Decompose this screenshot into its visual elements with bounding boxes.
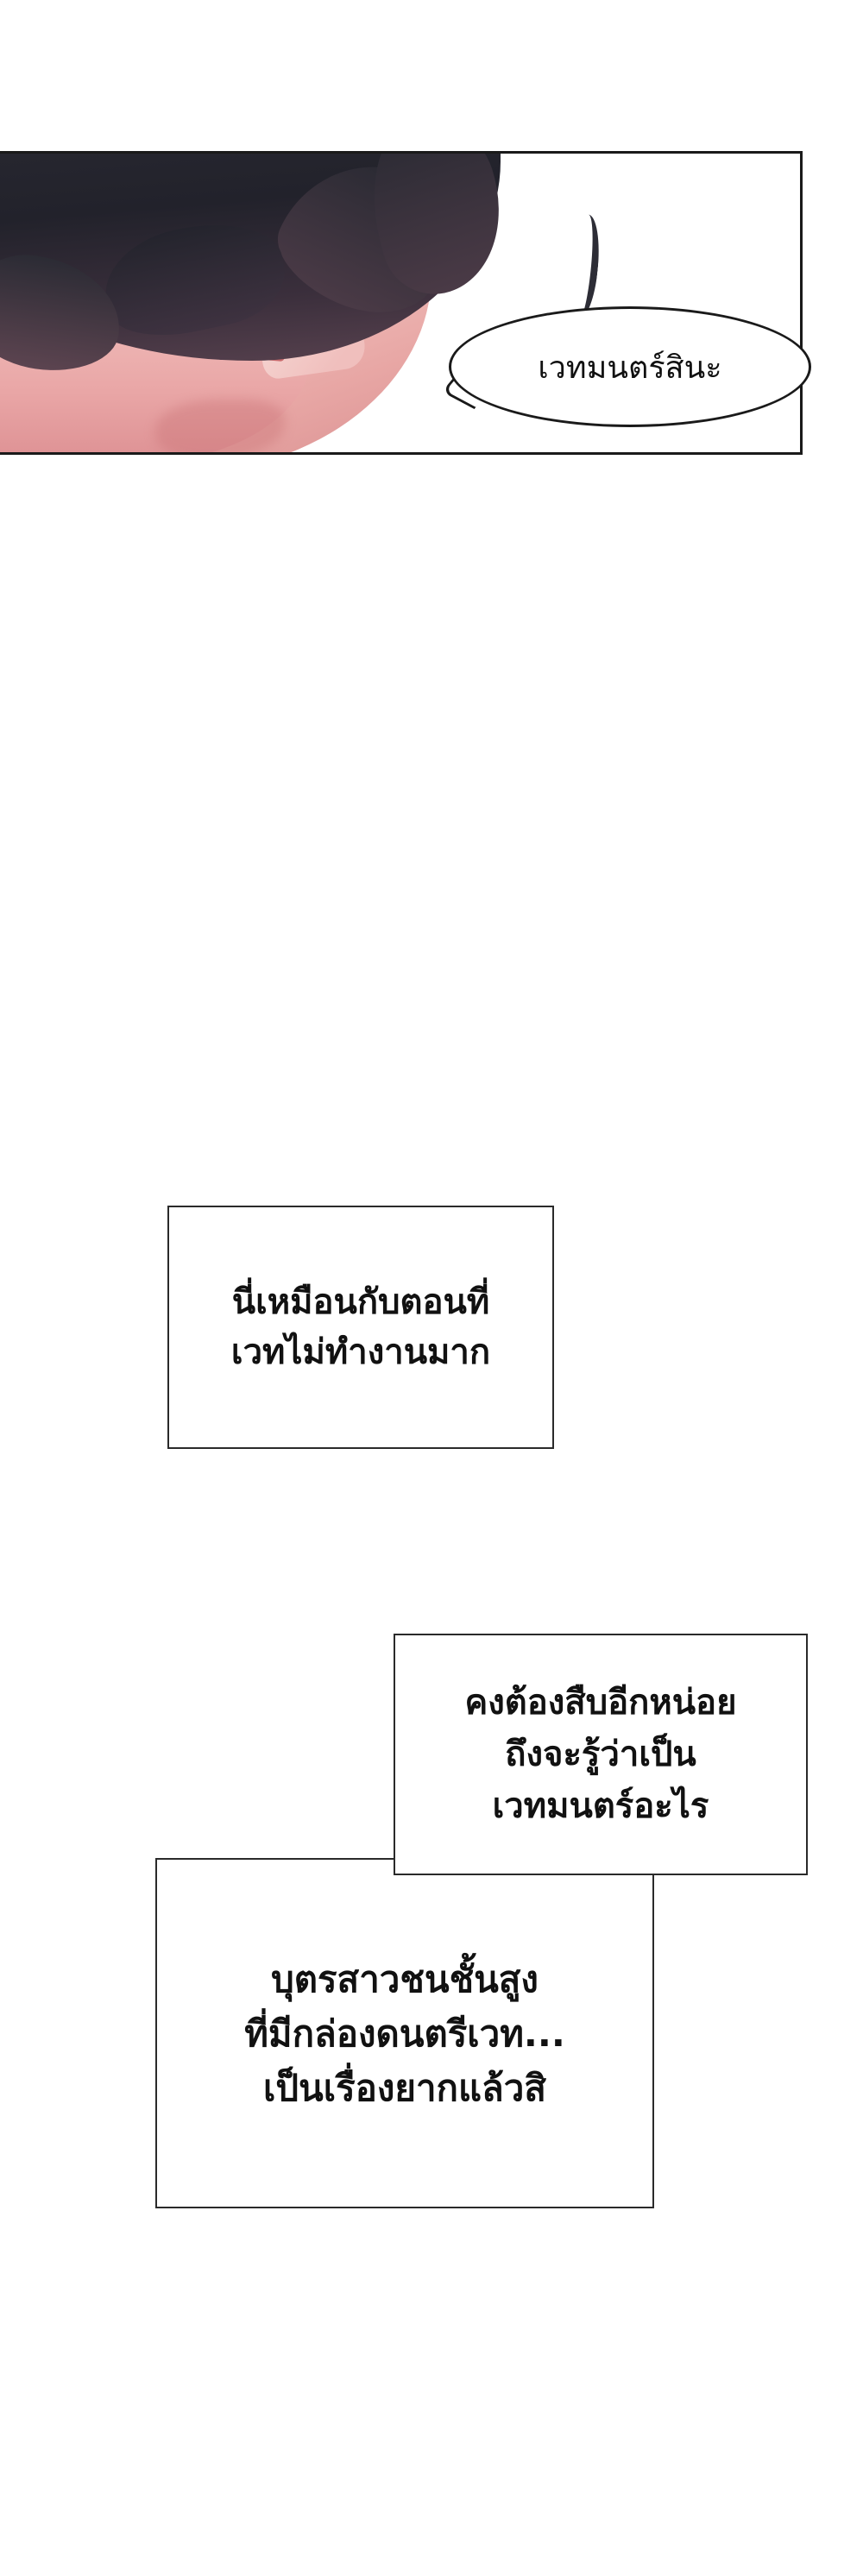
narration-line: คงต้องสืบอีกหน่อย — [464, 1683, 737, 1723]
narration-line: นี่เหมือนกับตอนที่ — [231, 1282, 490, 1322]
narration-box-upper — [394, 1634, 808, 1875]
narration-line: บุตรสาวชนชั้นสูง — [271, 1957, 539, 2000]
narration-line: เป็นเรื่องยากแล้วสิ — [262, 2066, 547, 2109]
chin-shadow — [155, 400, 285, 455]
narration-box-lower — [155, 1858, 654, 2208]
speech-balloon — [449, 306, 811, 427]
narration-line: ถึงจะรู้ว่าเป็น — [505, 1735, 696, 1774]
narration-line: ที่มีกล่องดนตรีเวท... — [244, 2012, 565, 2055]
narration-line: เวทไม่ทำงานมาก — [230, 1332, 491, 1372]
hair-lock — [560, 212, 603, 318]
narration-line: เวทมนตร์อะไร — [492, 1786, 709, 1826]
narration-box-first — [167, 1206, 554, 1449]
speech-balloon-text: เวทมนตร์สินะ — [538, 350, 722, 386]
